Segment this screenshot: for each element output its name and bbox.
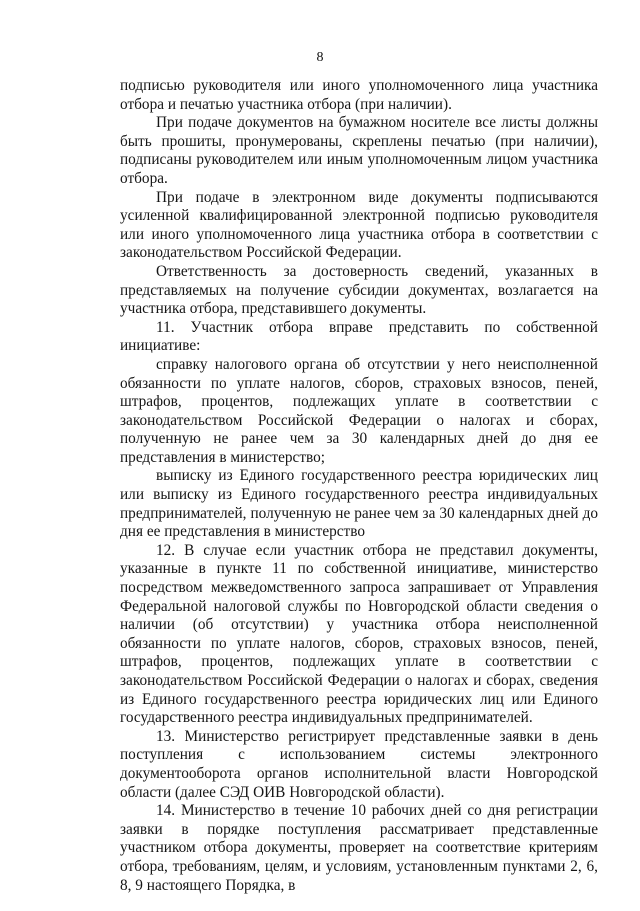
paragraph-clause-12: 12. В случае если участник отбора не представил документы, указанные в пункте 11 по собственной инициативе, министерство посредством межведомственного запроса запрашивает от Управления Федеральной налоговой службы по Новгородской области сведения о наличии (об отсутствии) у участника отбора неисполненной обязанности по уплате налогов, сборов, страховых взносов, пеней, штрафов, процентов, подлежащих уплате в соответствии с законодательством Российской Федерации о налогах и сборах, сведения из Единого государственного реестра юридических лиц или Единого государственного реестра индивидуальных предпринимателей.	[120, 541, 598, 727]
page-number: 8	[316, 50, 324, 65]
paragraph-responsibility: Ответственность за достоверность сведений, указанных в представляемых на получение субсидии документах, возлагается на участника отбора, представившего документы.	[120, 262, 598, 318]
paragraph-clause-13: 13. Министерство регистрирует представленные заявки в день поступления с использованием системы электронного документооборота органов исполнительной власти Новгородской области (далее СЭД ОИВ Новгородской области).	[120, 727, 598, 801]
paragraph-tax-certificate: справку налогового органа об отсутствии у него неисполненной обязанности по уплате налогов, сборов, страховых взносов, пеней, штрафов, процентов, подлежащих уплате в соответствии с законодательством Российской Федерации о налогах и сборах, полученную не ранее чем за 30 календарных дней до дня ее представления в министерство;	[120, 355, 598, 466]
paragraph-signature-continuation: подписью руководителя или иного уполномоченного лица участника отбора и печатью участника отбора (при наличии).	[120, 77, 598, 113]
paragraph-clause-11: 11. Участник отбора вправе представить по собственной инициативе:	[120, 318, 598, 355]
document-body	[120, 77, 598, 895]
paragraph-paper-submission: При подаче документов на бумажном носителе все листы должны быть прошиты, пронумерованы, скреплены печатью (при наличии), подписаны руководителем или иным уполномоченным лицом участника отбора.	[120, 114, 598, 187]
paragraph-registry-extract: выписку из Единого государственного реестра юридических лиц или выписку из Единого государственного реестра индивидуальных предпринимателей, полученную не ранее чем за 30 календарных дней до дня ее представления в министерство	[120, 467, 598, 541]
paragraph-clause-14: 14. Министерство в течение 10 рабочих дней со дня регистрации заявки в порядке поступления рассматривает представленные участником отбора документы, проверяет на соответствие критериям отбора, требованиям, целям, и условиям, установленным пунктами 2, 6, 8, 9 настоящего Порядка, в	[120, 802, 598, 894]
paragraph-electronic-submission: При подаче в электронном виде документы подписываются усиленной квалифицированной электронной подписью руководителя или иного уполномоченного лица участника отбора в соответствии с законодательством Российской Федерации.	[120, 188, 598, 262]
